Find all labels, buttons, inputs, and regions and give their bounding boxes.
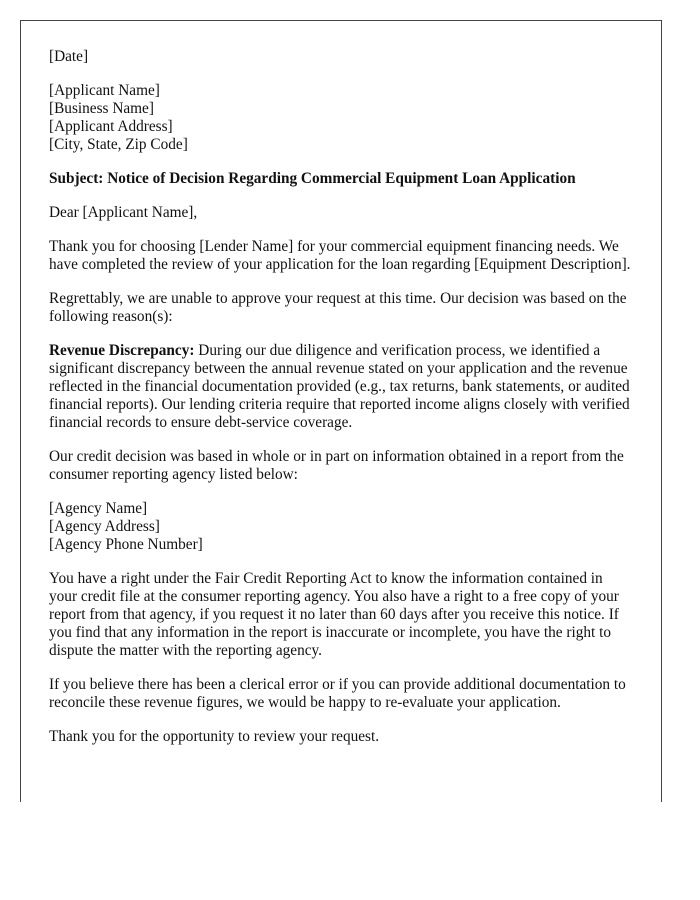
applicant-address: [Applicant Address] xyxy=(49,118,173,135)
city-state-zip: [City, State, Zip Code] xyxy=(49,136,188,153)
reason-label: Revenue Discrepancy: xyxy=(49,342,195,359)
agency-name: [Agency Name] xyxy=(49,500,148,517)
recipient-block xyxy=(49,82,632,154)
applicant-name: [Applicant Name] xyxy=(49,82,160,99)
intro-paragraph: Thank you for choosing [Lender Name] for your commercial equipment financing needs. We have completed the review of your application for the loan regarding [Equipment Description]. xyxy=(49,238,631,273)
reason-paragraph xyxy=(49,342,632,432)
re-evaluate-paragraph: If you believe there has been a clerical error or if you can provide additional documentation to reconcile these revenue figures, we would be happy to re-evaluate your application. xyxy=(49,676,626,711)
agency-address: [Agency Address] xyxy=(49,518,160,535)
reason-text: During our due diligence and verification process, we identified a significant discrepancy between the annual revenue stated on your application and the revenue reflected in the financial documentation provided (e.g., tax returns, bank statements, or audited financial reports). Our lending criteria require that reported income aligns closely with verified financial records to ensure debt-service coverage. xyxy=(49,342,630,431)
salutation: Dear [Applicant Name], xyxy=(49,204,198,221)
closing-paragraph: Thank you for the opportunity to review your request. xyxy=(49,728,380,745)
decision-paragraph: Regrettably, we are unable to approve your request at this time. Our decision was based on the following reason(s): xyxy=(49,290,627,325)
business-name: [Business Name] xyxy=(49,100,154,117)
agency-phone: [Agency Phone Number] xyxy=(49,536,203,553)
credit-report-paragraph: Our credit decision was based in whole or in part on information obtained in a report from the consumer reporting agency listed below: xyxy=(49,448,624,483)
subject-line: Subject: Notice of Decision Regarding Commercial Equipment Loan Application xyxy=(49,170,576,187)
agency-block xyxy=(49,500,632,554)
fcra-paragraph: You have a right under the Fair Credit Reporting Act to know the information contained in your credit file at the consumer reporting agency. You also have a right to a free copy of your report from that agency, if you request it no later than 60 days after you receive this notice. If you find that any information in the report is inaccurate or incomplete, you have the right to dispute the matter with the reporting agency. xyxy=(49,570,619,659)
date: [Date] xyxy=(49,48,89,65)
letter-page xyxy=(20,20,662,802)
